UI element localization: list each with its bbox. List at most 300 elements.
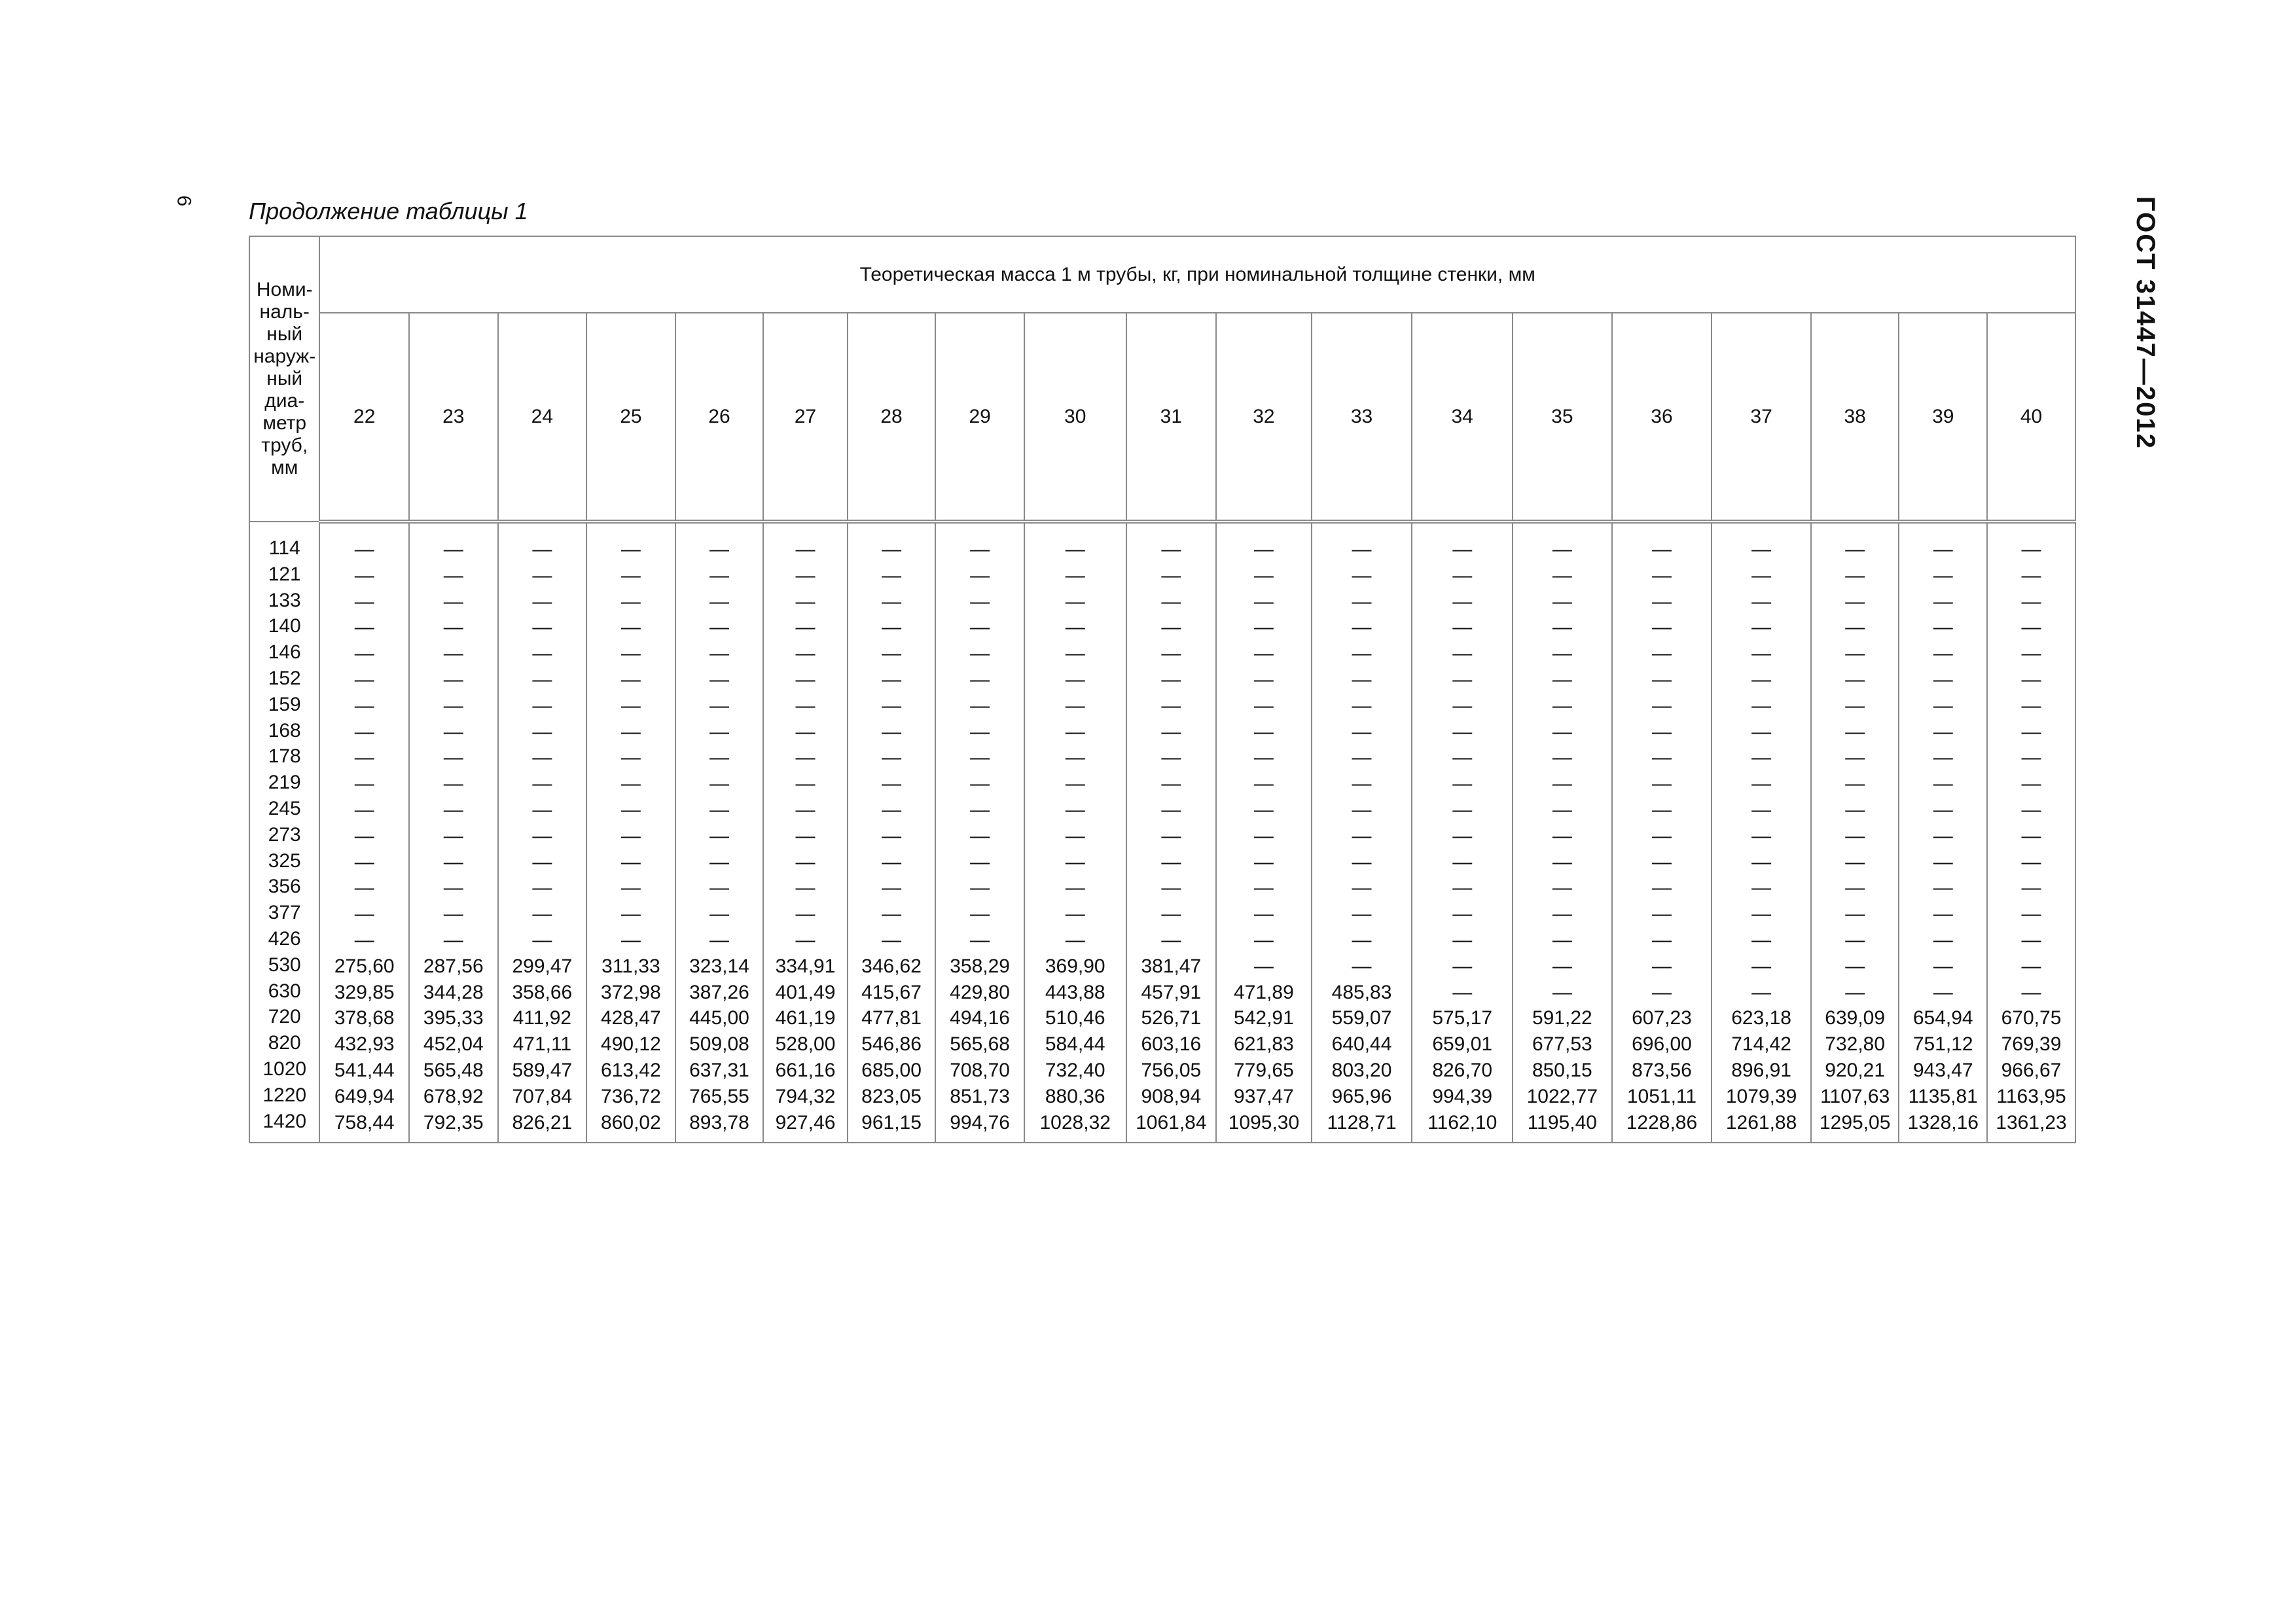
mass-value: 851,73 [950, 1085, 1010, 1107]
mass-value: — [709, 643, 729, 665]
mass-value: — [1065, 929, 1085, 951]
mass-value: — [1845, 955, 1865, 977]
mass-value: 961,15 [861, 1111, 922, 1133]
table-caption: Продолжение таблицы 1 [249, 198, 528, 224]
diameter-value: 245 [268, 797, 301, 819]
page-number: 6 [173, 195, 195, 207]
mass-value: — [1651, 564, 1672, 586]
mass-value: — [1651, 721, 1672, 743]
mass-value: — [1845, 668, 1865, 690]
mass-value: — [443, 851, 463, 873]
mass-value: — [1161, 564, 1181, 586]
diameter-value: 273 [268, 823, 301, 846]
mass-value: — [1065, 903, 1085, 925]
mass-value: — [1065, 643, 1085, 665]
mass-value: 736,72 [601, 1085, 661, 1107]
mass-value: 696,00 [1632, 1033, 1692, 1056]
diameter-value: 720 [268, 1006, 301, 1028]
mass-value: 1061,84 [1136, 1111, 1207, 1133]
mass-value: 428,47 [601, 1007, 661, 1029]
mass-value: — [1552, 590, 1572, 613]
mass-value: — [1452, 851, 1473, 873]
mass-value: 429,80 [950, 981, 1010, 1003]
mass-value: — [709, 929, 729, 951]
mass-value: — [1161, 903, 1181, 925]
mass-value: 994,39 [1432, 1085, 1493, 1107]
mass-value: — [795, 851, 816, 873]
mass-value: — [1352, 643, 1372, 665]
mass-value: — [1253, 851, 1274, 873]
thickness-column-header: 37 [1712, 313, 1811, 522]
mass-value: 411,92 [512, 1007, 572, 1029]
mass-value: — [1161, 929, 1181, 951]
diameter-value: 219 [268, 772, 301, 794]
mass-value: — [1352, 903, 1372, 925]
mass-value: — [1452, 564, 1473, 586]
mass-value: — [1751, 851, 1772, 873]
mass-value: 893,78 [689, 1111, 749, 1133]
diameter-value: 178 [268, 745, 301, 768]
mass-value: — [1253, 694, 1274, 717]
mass-value: — [1452, 825, 1473, 847]
mass-value: — [1933, 903, 1953, 925]
mass-value: 311,33 [601, 955, 660, 977]
mass-column [1612, 522, 1712, 1143]
mass-value: — [1751, 564, 1772, 586]
diameter-value: 146 [268, 641, 301, 664]
mass-value: — [1845, 694, 1865, 717]
mass-value: — [1253, 721, 1274, 743]
mass-value: — [1065, 851, 1085, 873]
mass-value: — [709, 851, 729, 873]
mass-value: 1135,81 [1908, 1085, 1978, 1107]
mass-value: — [1452, 643, 1473, 665]
mass-value: — [1253, 668, 1274, 690]
thickness-column-header: 23 [409, 313, 498, 522]
mass-value: — [1933, 981, 1953, 1003]
mass-value: — [354, 590, 374, 613]
mass-value: 452,04 [423, 1033, 484, 1056]
mass-value: 1107,63 [1820, 1085, 1890, 1107]
mass-value: — [2021, 539, 2041, 560]
mass-value: — [1552, 668, 1572, 690]
thickness-column-header: 39 [1899, 313, 1987, 522]
mass-value: 381,47 [1141, 955, 1202, 977]
mass-value: — [1933, 851, 1953, 873]
mass-value: — [970, 825, 990, 847]
mass-column [498, 522, 587, 1143]
mass-value: — [532, 773, 552, 795]
mass-value: 509,08 [689, 1033, 749, 1056]
diameter-header-line: мм [271, 457, 298, 478]
mass-value: — [1751, 694, 1772, 717]
mass-value: — [354, 564, 374, 586]
mass-value: 1128,71 [1327, 1111, 1397, 1133]
mass-value: — [1161, 798, 1181, 821]
mass-value: 613,42 [601, 1059, 661, 1081]
mass-value: — [1352, 668, 1372, 690]
mass-value: — [532, 721, 552, 743]
mass-value: — [1253, 903, 1274, 925]
mass-value: — [1352, 851, 1372, 873]
mass-value: — [1845, 851, 1865, 873]
mass-value: — [709, 877, 729, 899]
mass-value: — [1552, 616, 1572, 639]
mass-value: 372,98 [601, 981, 661, 1003]
diameter-value: 140 [268, 615, 301, 637]
mass-value: — [2021, 643, 2041, 665]
mass-value: — [1352, 694, 1372, 717]
mass-value: — [1751, 955, 1772, 977]
mass-value: — [1161, 825, 1181, 847]
mass-value: — [1352, 798, 1372, 821]
thickness-column-header: 27 [763, 313, 848, 522]
mass-value: 346,62 [861, 955, 922, 977]
mass-value: — [620, 798, 641, 821]
mass-value: 1195,40 [1527, 1111, 1597, 1133]
mass-value: 603,16 [1141, 1033, 1202, 1056]
mass-value: — [1845, 539, 1865, 560]
mass-value: — [443, 721, 463, 743]
mass-value: 1095,30 [1228, 1111, 1300, 1133]
mass-value: — [532, 798, 552, 821]
diameter-header-line: наль- [259, 301, 310, 323]
mass-value: 803,20 [1331, 1059, 1392, 1081]
mass-value: 565,48 [423, 1059, 484, 1081]
mass-value: — [970, 903, 990, 925]
mass-value: 707,84 [512, 1085, 573, 1107]
mass-value: — [1065, 564, 1085, 586]
mass-value: — [1161, 539, 1181, 560]
mass-value: 378,68 [334, 1007, 395, 1029]
diameter-column [249, 522, 319, 1143]
mass-value: — [970, 539, 990, 560]
mass-value: 401,49 [775, 981, 836, 1003]
mass-value: 334,91 [775, 955, 836, 977]
mass-value: — [1651, 643, 1672, 665]
mass-value: 943,47 [1912, 1059, 1973, 1081]
mass-value: — [620, 616, 641, 639]
mass-value: — [1552, 539, 1572, 560]
mass-value: 510,46 [1045, 1007, 1105, 1029]
mass-value: — [2021, 590, 2041, 613]
mass-value: — [620, 747, 641, 769]
mass-column [1412, 522, 1513, 1143]
mass-column [935, 522, 1024, 1143]
mass-value: — [532, 929, 552, 951]
mass-value: — [1933, 643, 1953, 665]
mass-value: 637,31 [689, 1059, 749, 1081]
mass-value: — [1651, 981, 1672, 1003]
mass-value: — [1845, 773, 1865, 795]
thickness-column-header: 32 [1216, 313, 1312, 522]
mass-value: — [532, 616, 552, 639]
mass-value: — [1933, 539, 1953, 560]
mass-value: — [620, 877, 641, 899]
mass-value: — [1065, 773, 1085, 795]
mass-value: 1162,10 [1427, 1111, 1498, 1133]
mass-value: — [1651, 590, 1672, 613]
mass-value: — [709, 668, 729, 690]
mass-value: — [1452, 539, 1473, 560]
mass-value: — [1651, 903, 1672, 925]
diameter-value: 356 [268, 876, 301, 898]
mass-column [1312, 522, 1412, 1143]
mass-value: — [1065, 668, 1085, 690]
mass-value: — [2021, 877, 2041, 899]
mass-value: 358,66 [512, 981, 573, 1003]
mass-value: 826,21 [512, 1111, 573, 1133]
mass-value: — [709, 903, 729, 925]
mass-value: — [354, 668, 374, 690]
mass-value: — [1751, 590, 1772, 613]
mass-value: — [709, 825, 729, 847]
mass-value: — [970, 929, 990, 951]
mass-value: 575,17 [1432, 1007, 1493, 1029]
mass-value: 471,11 [512, 1033, 572, 1056]
thickness-column-header: 34 [1412, 313, 1513, 522]
mass-value: 751,12 [1912, 1033, 1973, 1056]
mass-value: — [970, 564, 990, 586]
mass-value: — [882, 694, 902, 717]
mass-value: 965,96 [1331, 1085, 1392, 1107]
diameter-header-line: Номи- [256, 279, 313, 300]
mass-value: — [1933, 721, 1953, 743]
mass-value: 873,56 [1632, 1059, 1692, 1081]
mass-value: 823,05 [861, 1085, 922, 1107]
diameter-value: 114 [268, 537, 300, 559]
mass-value: — [1352, 825, 1372, 847]
mass-value: — [1552, 798, 1572, 821]
mass-value: — [1933, 747, 1953, 769]
mass-value: — [1065, 590, 1085, 613]
mass-value: — [795, 539, 816, 560]
thickness-column-header: 35 [1513, 313, 1612, 522]
mass-value: — [620, 668, 641, 690]
mass-value: — [1065, 694, 1085, 717]
mass-value: 758,44 [334, 1111, 395, 1133]
mass-value: — [795, 798, 816, 821]
thickness-column-header: 29 [935, 313, 1024, 522]
mass-value: — [1751, 668, 1772, 690]
diameter-value: 377 [268, 902, 301, 924]
mass-value: — [354, 721, 374, 743]
mass-value: 344,28 [423, 981, 484, 1003]
mass-value: — [1751, 929, 1772, 951]
mass-value: — [1845, 981, 1865, 1003]
mass-value: 927,46 [775, 1111, 836, 1133]
mass-value: — [2021, 825, 2041, 847]
mass-value: 287,56 [423, 955, 484, 977]
mass-value: 1022,77 [1526, 1085, 1598, 1107]
mass-value: — [1845, 903, 1865, 925]
mass-column [586, 522, 675, 1143]
mass-value: — [443, 903, 463, 925]
mass-value: — [1751, 747, 1772, 769]
mass-value: — [1845, 616, 1865, 639]
diameter-header [249, 236, 319, 522]
mass-value: — [443, 825, 463, 847]
mass-value: — [1452, 877, 1473, 899]
mass-value: — [354, 643, 374, 665]
mass-value: — [1552, 903, 1572, 925]
mass-value: — [1651, 955, 1672, 977]
mass-value: — [620, 590, 641, 613]
mass-value: 490,12 [601, 1033, 661, 1056]
mass-value: 584,44 [1045, 1033, 1105, 1056]
mass-value: — [1751, 773, 1772, 795]
mass-value: — [1552, 564, 1572, 586]
mass-value: — [443, 564, 463, 586]
mass-value: — [970, 877, 990, 899]
thickness-group-header: Теоретическая масса 1 м трубы, кг, при номинальной толщине стенки, мм [319, 236, 2075, 313]
mass-value: — [1552, 851, 1572, 873]
mass-value: 565,68 [950, 1033, 1010, 1056]
mass-value: — [1845, 643, 1865, 665]
mass-value: 432,93 [334, 1033, 395, 1056]
diameter-value: 630 [268, 980, 301, 1002]
mass-value: — [795, 643, 816, 665]
mass-value: — [1452, 747, 1473, 769]
mass-value: — [882, 539, 902, 560]
mass-column [763, 522, 848, 1143]
mass-column [848, 522, 936, 1143]
mass-value: — [1161, 668, 1181, 690]
mass-value: 623,18 [1731, 1007, 1791, 1029]
mass-value: — [882, 564, 902, 586]
mass-value: 732,40 [1045, 1059, 1105, 1081]
mass-value: — [1651, 668, 1672, 690]
mass-value: — [882, 747, 902, 769]
mass-value: 358,29 [950, 955, 1010, 977]
mass-value: — [1845, 564, 1865, 586]
mass-value: — [1552, 747, 1572, 769]
mass-value: — [1352, 877, 1372, 899]
thickness-column-header: 28 [848, 313, 936, 522]
mass-value: — [1751, 721, 1772, 743]
mass-value: — [1552, 929, 1572, 951]
diameter-value: 1020 [262, 1058, 307, 1080]
mass-value: — [532, 564, 552, 586]
mass-value: — [1651, 825, 1672, 847]
mass-value: — [1352, 539, 1372, 560]
mass-value: — [882, 903, 902, 925]
mass-value: 908,94 [1141, 1085, 1202, 1107]
mass-value: 445,00 [689, 1007, 749, 1029]
mass-value: — [1845, 721, 1865, 743]
mass-value: — [1552, 981, 1572, 1003]
mass-value: — [1452, 668, 1473, 690]
thickness-column-header: 40 [1987, 313, 2075, 522]
mass-value: — [532, 825, 552, 847]
mass-value: — [2021, 929, 2041, 951]
mass-value: — [1161, 694, 1181, 717]
mass-value: — [709, 539, 729, 560]
mass-value: 387,26 [689, 981, 749, 1003]
mass-value: — [1845, 877, 1865, 899]
mass-value: — [2021, 955, 2041, 977]
mass-value: — [1253, 929, 1274, 951]
mass-column [409, 522, 498, 1143]
mass-value: — [532, 747, 552, 769]
mass-value: — [1065, 747, 1085, 769]
mass-value: — [532, 694, 552, 717]
mass-value: — [795, 668, 816, 690]
mass-value: — [1452, 929, 1473, 951]
mass-column [1024, 522, 1126, 1143]
mass-value: — [2021, 616, 2041, 639]
mass-value: 395,33 [423, 1007, 484, 1029]
mass-value: 621,83 [1234, 1033, 1294, 1056]
mass-value: — [1552, 825, 1572, 847]
mass-value: — [443, 798, 463, 821]
mass-value: — [1065, 877, 1085, 899]
mass-value: — [1065, 539, 1085, 560]
mass-value: — [443, 773, 463, 795]
mass-value: — [1352, 616, 1372, 639]
mass-value: — [1352, 929, 1372, 951]
mass-value: — [1651, 851, 1672, 873]
mass-value: 794,32 [775, 1085, 836, 1107]
mass-value: — [1253, 798, 1274, 821]
mass-value: — [532, 668, 552, 690]
mass-value: — [1352, 747, 1372, 769]
mass-value: — [1751, 981, 1772, 1003]
mass-value: 994,76 [950, 1111, 1010, 1133]
mass-value: — [1651, 747, 1672, 769]
mass-value: — [1452, 721, 1473, 743]
mass-value: 896,91 [1731, 1059, 1791, 1081]
mass-value: — [1845, 747, 1865, 769]
mass-value: — [970, 590, 990, 613]
mass-value: — [795, 721, 816, 743]
mass-value: — [1933, 773, 1953, 795]
mass-value: — [1552, 877, 1572, 899]
mass-value: 1163,95 [1996, 1085, 2066, 1107]
mass-value: — [795, 903, 816, 925]
diameter-value: 168 [268, 719, 301, 741]
mass-value: — [2021, 851, 2041, 873]
mass-value: — [1161, 590, 1181, 613]
mass-value: — [970, 616, 990, 639]
thickness-column-header: 25 [586, 313, 675, 522]
mass-value: — [709, 616, 729, 639]
mass-value: — [1161, 616, 1181, 639]
mass-value: — [354, 825, 374, 847]
mass-value: — [2021, 903, 2041, 925]
mass-value: 477,81 [861, 1007, 922, 1029]
mass-value: 677,53 [1532, 1033, 1592, 1056]
mass-value: — [1065, 616, 1085, 639]
mass-value: 415,67 [861, 981, 922, 1003]
mass-value: — [1933, 955, 1953, 977]
mass-value: — [1452, 903, 1473, 925]
mass-value: — [1552, 694, 1572, 717]
mass-column [1899, 522, 1987, 1143]
mass-value: — [532, 590, 552, 613]
diameter-header-line: труб, [261, 435, 308, 456]
mass-value: — [882, 798, 902, 821]
mass-value: 589,47 [512, 1059, 573, 1081]
mass-value: — [354, 929, 374, 951]
mass-value: — [620, 721, 641, 743]
mass-value: — [443, 590, 463, 613]
mass-value: 860,02 [601, 1111, 661, 1133]
mass-column [1513, 522, 1612, 1143]
mass-value: — [1933, 564, 1953, 586]
mass-value: 850,15 [1532, 1059, 1592, 1081]
mass-value: — [1452, 590, 1473, 613]
